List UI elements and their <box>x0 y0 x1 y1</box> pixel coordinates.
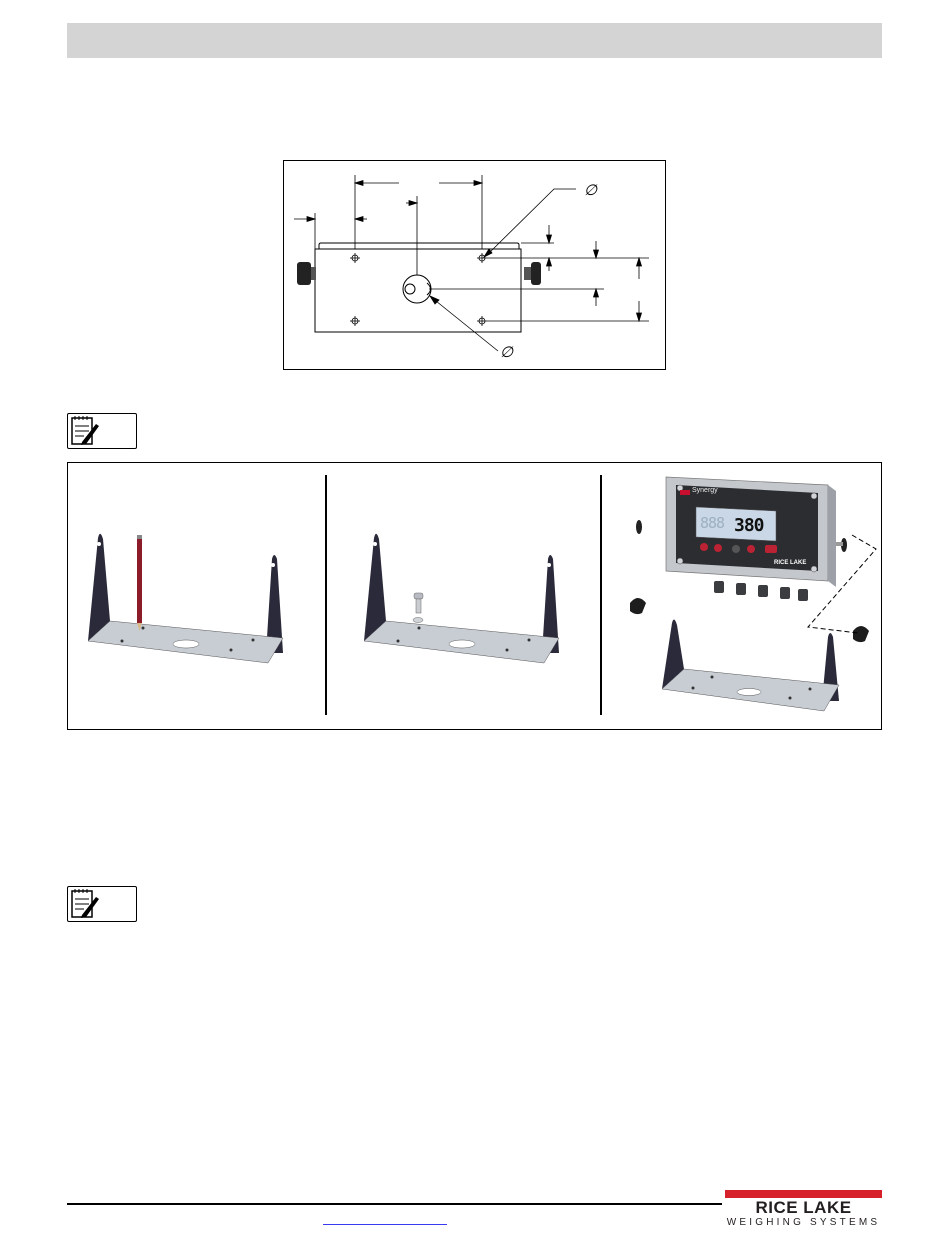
diameter-symbol-top: ∅ <box>584 181 598 199</box>
indicator-maker-logo: RICE LAKE <box>774 560 807 566</box>
step2-bracket <box>364 534 559 663</box>
bracket-mounting-steps <box>67 462 882 730</box>
indicator-enclosure <box>666 477 836 601</box>
logo-sub-text: WEIGHING SYSTEMS <box>726 1217 881 1228</box>
footer-link-underline[interactable] <box>323 1224 447 1225</box>
footer-rule <box>67 1203 722 1205</box>
note-pencil-icon <box>68 887 138 923</box>
header-bar <box>67 23 882 58</box>
screw-and-washer <box>413 593 423 623</box>
rice-lake-logo <box>725 1190 882 1230</box>
lcd-weight-display: 380 <box>734 515 764 536</box>
note-pencil-icon <box>68 414 138 450</box>
note-icon-2 <box>67 886 137 922</box>
enclosure-dimension-diagram <box>283 160 666 370</box>
lcd-faded-digits: 888 <box>700 514 725 532</box>
indicator-brand-label: Synergy <box>692 487 718 494</box>
note-icon-1 <box>67 413 137 449</box>
logo-main-text: RICE LAKE <box>755 1198 852 1217</box>
step3-bracket <box>662 619 839 711</box>
diameter-symbol-bottom: ∅ <box>500 343 514 361</box>
step1-bracket <box>88 534 283 663</box>
pencil <box>137 535 142 631</box>
logo-red-bar <box>725 1190 882 1198</box>
